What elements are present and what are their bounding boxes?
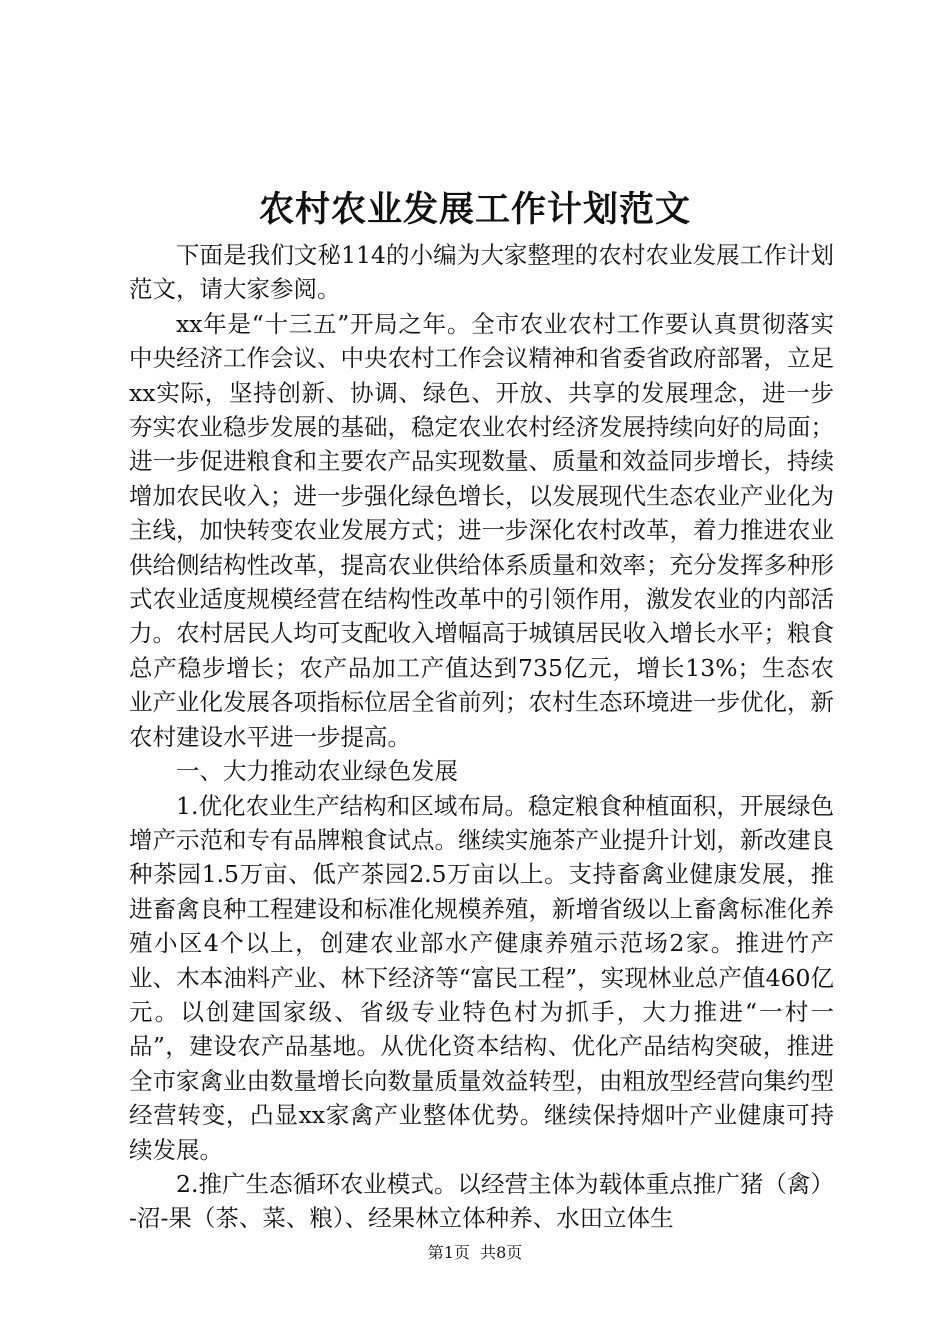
page-total: 共8页 — [480, 1243, 523, 1262]
item-2-paragraph: 2.推广生态循环农业模式。以经营主体为载体重点推广猪（禽）-沼-果（茶、菜、粮）、经果林立体种养、水田立体生 — [129, 1169, 834, 1233]
page-number: 第1页 — [427, 1243, 470, 1262]
document-title: 农村农业发展工作计划范文 — [258, 189, 691, 230]
overview-paragraph: xx年是“十三五”开局之年。全市农业农村工作要认真贯彻落实中央经济工作会议、中央农村工作会议精神和省委省政府部署，立足xx实际，坚持创新、协调、绿色、开放、共享的发展理念，进一步夯实农业稳步发展的基础，稳定农业农村经济发展持续向好的局面；进一步促进粮食和主要农产品实现数量、质量和效益同步增长，持续增加农民收入；进一步强化绿色增长，以发展现代生态农业产业化为主线，加快转变农业发展方式；进一步深化农村改革，着力推进农业供给侧结构性改革，提高农业供给体系质量和效率；充分发挥多种形式农业适度规模经营在结构性改革中的引领作用，激发农业的内部活力。农村居民人均可支配收入增幅高于城镇居民收入增长水平；粮食总产稳步增长；农产品加工产值达到735亿元，增长13%；生态农业产业化发展各项指标位居全省前列；农村生态环境进一步优化，新农村建设水平进一步提高。 — [129, 309, 834, 751]
document-body — [129, 238, 834, 1236]
item-1-paragraph: 1.优化农业生产结构和区域布局。稳定粮食种植面积，开展绿色增产示范和专有品牌粮食试点。继续实施茶产业提升计划，新改建良种茶园1.5万亩、低产茶园2.5万亩以上。支持畜禽业健康发展，推进畜禽良种工程建设和标准化规模养殖，新增省级以上畜禽标准化养殖小区4个以上，创建农业部水产健康养殖示范场2家。推进竹产业、木本油料产业、林下经济等“富民工程”，实现林业总产值460亿元。以创建国家级、省级专业特色村为抓手，大力推进“一村一品”，建设农产品基地。从优化资本结构、优化产品结构突破，推进全市家禽业由数量增长向数量质量效益转型，由粗放型经营向集约型经营转变，凸显xx家禽产业整体优势。继续保持烟叶产业健康可持续发展。 — [129, 791, 834, 1164]
intro-paragraph: 下面是我们文秘114的小编为大家整理的农村农业发展工作计划范文，请大家参阅。 — [129, 241, 834, 304]
page-footer — [0, 1242, 950, 1264]
section-heading: 一、大力推动农业绿色发展 — [176, 757, 458, 786]
